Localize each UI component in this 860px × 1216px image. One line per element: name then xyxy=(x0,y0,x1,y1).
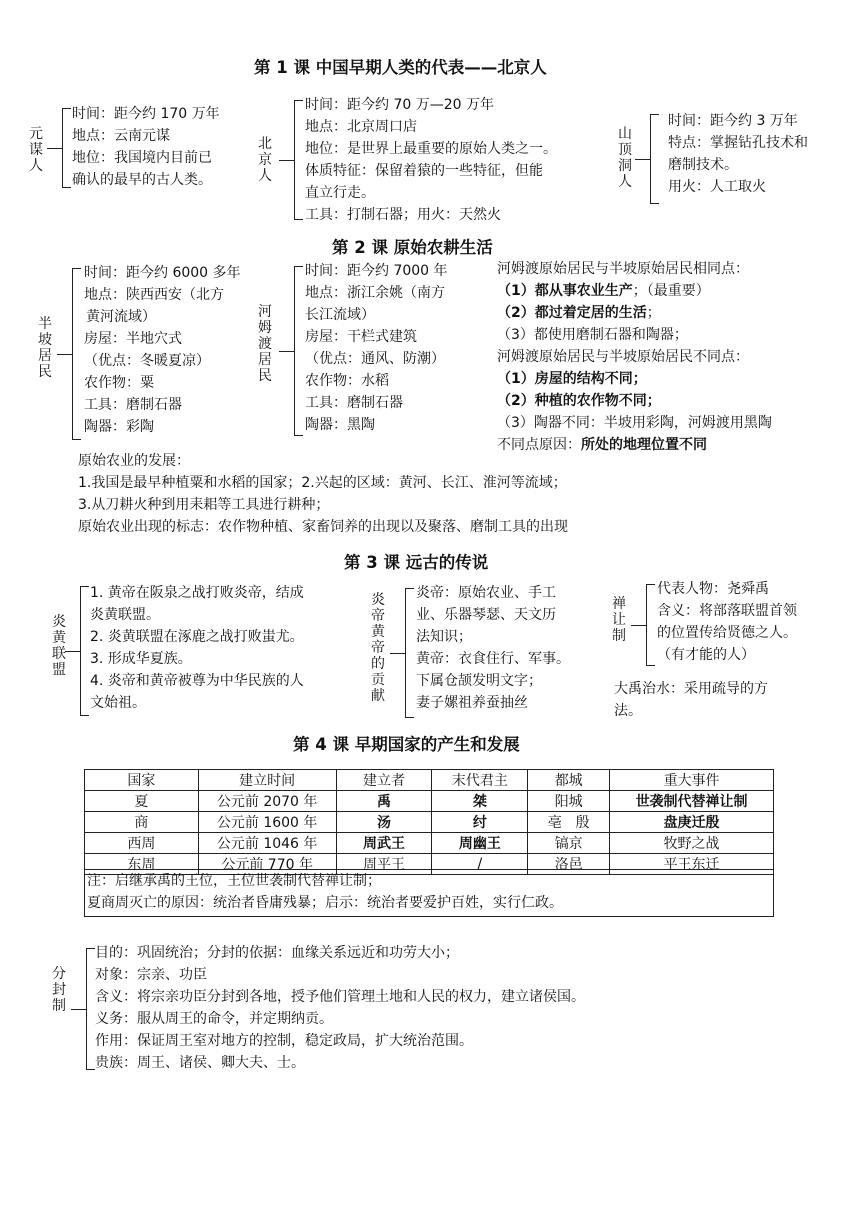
compare-same-3: （3）都使用磨制石器和陶器； xyxy=(497,327,688,343)
compare-same-1-text: （1）都从事农业生产 xyxy=(497,283,633,299)
compare-diff-1: （1）房屋的结构不同； xyxy=(497,371,647,387)
compare-diff-3: （3）陶器不同：半坡用彩陶，河姆渡用黑陶 xyxy=(497,415,772,431)
hemudu-line: 长江流域） xyxy=(305,307,375,323)
beijing-line: 地点：北京周口店 xyxy=(305,119,417,135)
contrib-line: 下属仓颉发明文字； xyxy=(416,673,542,689)
table-cell: 汤 xyxy=(336,812,432,833)
yuanmou-line: 时间：距今约 170 万年 xyxy=(72,106,220,122)
table-cell: 公元前 1046 年 xyxy=(198,833,336,854)
shanrang-brace xyxy=(646,584,655,666)
banpo-line: 黄河流域） xyxy=(86,309,156,325)
table-cell: 洛邑 xyxy=(528,854,610,875)
table-header: 重大事件 xyxy=(610,770,774,791)
contrib-line: 黄帝：衣食住行、军事。 xyxy=(416,651,570,667)
fenfeng-line: 含义：将宗亲功臣分封到各地，授予他们管理土地和人民的权力，建立诸侯国。 xyxy=(95,989,585,1005)
beijing-line: 地位：是世界上最重要的原始人类之一。 xyxy=(305,141,557,157)
agri-dev-block xyxy=(78,450,568,538)
fenfeng-brace xyxy=(86,948,95,1070)
table-cell: 平王东迁 xyxy=(610,854,774,875)
table-cell: 西周 xyxy=(85,833,199,854)
agri-dev-line: 3.从刀耕火种到用耒耜等工具进行耕种； xyxy=(78,497,330,513)
alliance-line: 炎黄联盟。 xyxy=(90,607,160,623)
hemudu-line: 时间：距今约 7000 年 xyxy=(305,263,448,279)
shanding-block xyxy=(668,110,808,198)
alliance-brace xyxy=(80,586,89,716)
yuanmou-line: 确认的最早的古人类。 xyxy=(72,172,212,188)
banpo-line: 时间：距今约 6000 多年 xyxy=(84,265,241,281)
shanding-line: 特点：掌握钻孔技术和 xyxy=(668,135,808,151)
table-note xyxy=(84,869,774,917)
table-cell: 盘庚迁殷 xyxy=(610,812,774,833)
hemudu-line: 陶器：黑陶 xyxy=(305,417,375,433)
table-row xyxy=(85,791,774,812)
table-cell: 世袭制代替禅让制 xyxy=(610,791,774,812)
table-cell: 周武王 xyxy=(336,833,432,854)
fenfeng-line: 对象：宗亲、功臣 xyxy=(95,967,207,983)
shanrang-line: 含义：将部落联盟首领 xyxy=(657,603,797,619)
banpo-line: 地点：陕西西安（北方 xyxy=(84,287,224,303)
shanrang-label: 禅让制 xyxy=(612,596,626,644)
table-cell: 商 xyxy=(85,812,199,833)
compare-reason-text: 所处的地理位置不同 xyxy=(581,437,707,453)
beijing-line: 直立行走。 xyxy=(305,185,375,201)
shanding-line: 用火：人工取火 xyxy=(668,179,766,195)
compare-same-2-tail: ； xyxy=(646,305,661,321)
yuanmou-line: 地点：云南元谋 xyxy=(72,128,170,144)
banpo-line: 陶器：彩陶 xyxy=(84,419,154,435)
yuanmou-brace xyxy=(62,108,71,188)
table-cell: / xyxy=(432,854,528,875)
fenfeng-block xyxy=(95,942,585,1074)
agri-dev-line: 原始农业的发展： xyxy=(78,453,190,469)
table-cell: 阳城 xyxy=(528,791,610,812)
table-cell: 东周 xyxy=(85,854,199,875)
agri-dev-line: 原始农业出现的标志：农作物种植、家畜饲养的出现以及聚落、磨制工具的出现 xyxy=(78,519,568,535)
alliance-line: 4. 炎帝和黄帝被尊为中华民族的人 xyxy=(90,673,304,689)
shanding-line: 磨制技术。 xyxy=(668,157,738,173)
banpo-line: （优点：冬暖夏凉） xyxy=(84,353,210,369)
fenfeng-label: 分封制 xyxy=(52,966,66,1014)
states-table xyxy=(84,769,774,875)
beijing-block xyxy=(305,94,557,226)
dayu-line: 法。 xyxy=(614,703,642,719)
hemudu-block xyxy=(305,260,448,436)
lesson3-title: 第 3 课 远古的传说 xyxy=(344,553,489,572)
alliance-label: 炎黄联盟 xyxy=(52,614,66,678)
table-header: 都城 xyxy=(528,770,610,791)
shanrang-line: （有才能的人） xyxy=(657,647,755,663)
fenfeng-line: 作用：保证周王室对地方的控制，稳定政局，扩大统治范围。 xyxy=(95,1033,473,1049)
table-cell: 禹 xyxy=(336,791,432,812)
fenfeng-line: 义务：服从周王的命令，并定期纳贡。 xyxy=(95,1011,333,1027)
alliance-block xyxy=(90,582,304,714)
shanrang-block xyxy=(657,578,797,666)
contrib-line: 妻子嫘祖养蚕抽丝 xyxy=(416,695,528,711)
shanrang-line: 的位置传给贤德之人。 xyxy=(657,625,797,641)
fenfeng-line: 贵族：周王、诸侯、卿大夫、士。 xyxy=(95,1055,305,1071)
hemudu-line: 房屋：干栏式建筑 xyxy=(305,329,417,345)
compare-reason-label: 不同点原因： xyxy=(497,437,581,453)
table-row xyxy=(85,833,774,854)
contrib-line: 法知识； xyxy=(416,629,472,645)
banpo-brace xyxy=(72,268,81,440)
beijing-line: 时间：距今约 70 万—20 万年 xyxy=(305,97,494,113)
lesson1-title: 第 1 课 中国早期人类的代表——北京人 xyxy=(254,58,547,77)
banpo-line: 农作物：粟 xyxy=(84,375,154,391)
fenfeng-line: 目的：巩固统治；分封的依据：血缘关系远近和功劳大小； xyxy=(95,945,459,961)
dayu-block xyxy=(614,678,768,722)
compare-same-2-text: （2）都过着定居的生活 xyxy=(497,305,647,321)
beijing-label: 北京人 xyxy=(258,136,272,184)
compare-diff-2: （2）种植的农作物不同； xyxy=(497,393,661,409)
table-cell: 牧野之战 xyxy=(610,833,774,854)
compare-same-1-note: ；（最重要） xyxy=(632,283,710,299)
contrib-label: 炎帝黄帝的贡献 xyxy=(371,592,385,704)
table-header-row xyxy=(85,770,774,791)
hemudu-line: 工具：磨制石器 xyxy=(305,395,403,411)
compare-diff-title: 河姆渡原始居民与半坡原始居民不同点： xyxy=(497,349,749,365)
banpo-block xyxy=(84,262,241,438)
table-header: 建立时间 xyxy=(198,770,336,791)
contrib-line: 业、乐器琴瑟、天文历 xyxy=(416,607,556,623)
contrib-block xyxy=(416,582,570,714)
agri-dev-line: 1.我国是最早种植粟和水稻的国家；2.兴起的区域：黄河、长江、淮河等流域； xyxy=(78,475,567,491)
table-cell: 纣 xyxy=(432,812,528,833)
table-cell: 周幽王 xyxy=(432,833,528,854)
table-note-line: 夏商周灭亡的原因：统治者昏庸残暴；启示：统治者要爱护百姓，实行仁政。 xyxy=(87,895,563,911)
table-cell: 夏 xyxy=(85,791,199,812)
alliance-line: 文始祖。 xyxy=(90,695,146,711)
table-cell: 桀 xyxy=(432,791,528,812)
alliance-line: 3. 形成华夏族。 xyxy=(90,651,192,667)
banpo-label: 半坡居民 xyxy=(38,316,52,380)
table-cell: 公元前 1600 年 xyxy=(198,812,336,833)
yuanmou-line: 地位：我国境内目前已 xyxy=(72,150,212,166)
table-cell: 镐京 xyxy=(528,833,610,854)
alliance-line: 1. 黄帝在阪泉之战打败炎帝，结成 xyxy=(90,585,304,601)
compare-block xyxy=(497,258,772,456)
table-header: 建立者 xyxy=(336,770,432,791)
lesson4-title: 第 4 课 早期国家的产生和发展 xyxy=(293,735,520,754)
compare-same-1 xyxy=(497,280,772,302)
alliance-line: 2. 炎黄联盟在涿鹿之战打败蚩尤。 xyxy=(90,629,304,645)
table-cell: 亳 殷 xyxy=(528,812,610,833)
hemudu-brace xyxy=(294,266,303,436)
shanrang-line: 代表人物：尧舜禹 xyxy=(657,581,769,597)
compare-same-title: 河姆渡原始居民与半坡原始居民相同点： xyxy=(497,261,749,277)
banpo-line: 房屋：半地穴式 xyxy=(84,331,182,347)
dayu-line: 大禹治水：采用疏导的方 xyxy=(614,681,768,697)
contrib-line: 炎帝：原始农业、手工 xyxy=(416,585,556,601)
shanding-brace xyxy=(650,114,659,204)
shanding-line: 时间：距今约 3 万年 xyxy=(668,113,798,129)
yuanmou-label: 元谋人 xyxy=(29,126,43,174)
beijing-line: 工具：打制石器；用火：天然火 xyxy=(305,207,501,223)
hemudu-line: 地点：浙江余姚（南方 xyxy=(305,285,445,301)
hemudu-label: 河姆渡居民 xyxy=(258,304,272,384)
table-row xyxy=(85,812,774,833)
shanding-label: 山顶洞人 xyxy=(618,126,632,190)
table-header: 国家 xyxy=(85,770,199,791)
contrib-brace xyxy=(405,588,414,718)
banpo-line: 工具：磨制石器 xyxy=(84,397,182,413)
beijing-brace xyxy=(294,100,303,220)
hemudu-line: （优点：通风、防潮） xyxy=(305,351,445,367)
compare-same-2 xyxy=(497,302,772,324)
table-header: 末代君主 xyxy=(432,770,528,791)
table-note-line: 注：启继承禹的王位，王位世袭制代替禅让制； xyxy=(87,873,381,889)
table-cell: 公元前 2070 年 xyxy=(198,791,336,812)
hemudu-line: 农作物：水稻 xyxy=(305,373,389,389)
table-cell: 公元前 770 年 xyxy=(198,854,336,875)
beijing-line: 体质特征：保留着猿的一些特征，但能 xyxy=(305,163,543,179)
table-cell: 周平王 xyxy=(336,854,432,875)
lesson2-title: 第 2 课 原始农耕生活 xyxy=(332,238,493,257)
yuanmou-block xyxy=(72,103,220,191)
